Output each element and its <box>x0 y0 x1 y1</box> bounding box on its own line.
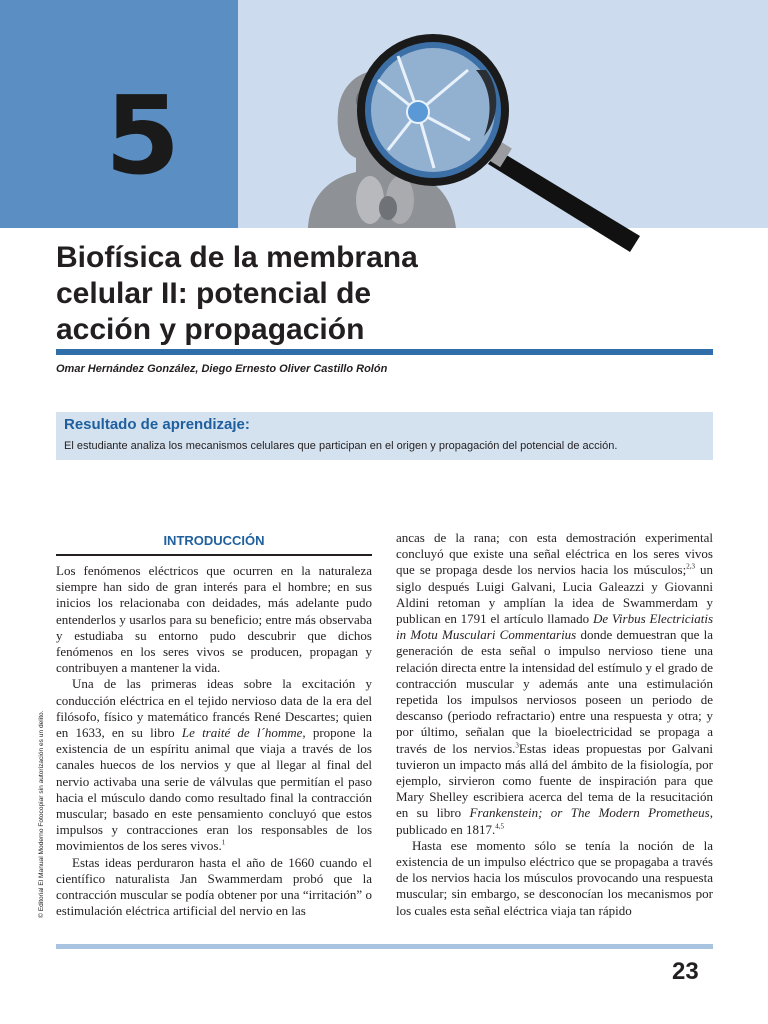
citation: 3 <box>515 741 519 750</box>
book-title: Le traité de l´homme <box>181 725 303 741</box>
paragraph: Hasta ese momento sólo se tenía la noción de la existencia de un impulso eléctrico que se propagaba a través de los nervios hacia los músculos provocando una respuesta muscular; sin embargo, se desconocían los mecanismos por los cuales esta señal eléctrica viaja tan rápido <box>396 837 713 918</box>
learning-outcome-heading: Resultado de aprendizaje: <box>64 416 250 433</box>
text-run: ancas de la rana; con esta demostración experimental concluyó que existe una señal eléctrica en los seres vivos que se propaga desde los nervios hacia los músculos; <box>396 530 713 578</box>
chapter-title <box>56 240 616 348</box>
section-divider <box>56 554 372 556</box>
copyright-note: © Editorial El Manual Moderno Fotocopiar sin autorización es un delito. <box>38 710 45 918</box>
text-run: un siglo después Luigi Galvani, Lucia Galeazzi y Giovanni Aldini retoman y amplían la idea de Swammerdam y publican en 1791 el artículo llamado <box>396 562 713 627</box>
chapter-title-line: Biofísica de la membrana <box>56 241 418 274</box>
citation: 4,5 <box>495 822 505 831</box>
text-run: , publicado en 1817. <box>396 805 713 837</box>
title-divider <box>56 349 713 355</box>
learning-outcome-text: El estudiante analiza los mecanismos celulares que participan en el origen y propagación del potencial de acción. <box>64 440 618 452</box>
chapter-number: 5 <box>105 74 181 199</box>
citation: 1 <box>221 839 226 848</box>
text-run: , propone la existencia de un espíritu animal que viaja a través de los canales huecos de los nervios y que al llegar al final del nervio activaba una serie de válvulas que permitían el paso hacia el músculo dando como resultado final la contracción muscular; basado en este pensamiento concluyó que estos impulsos y contracciones eran los responsables de los movimientos de los seres vivos. <box>56 725 373 854</box>
text-run: Una de las primeras ideas sobre la excitación y conducción eléctrica en el tejido nervioso data de la era del filósofo, físico y matemático francés René Descartes; quien en 1633, en su libro <box>56 676 372 741</box>
text-column-right <box>396 530 713 919</box>
paragraph: Estas ideas perduraron hasta el año de 1660 cuando el científico naturalista Jan Swammerdam probó que la contracción muscular se podía obtener por una “irritación” o estimulación eléctrica artificial del nervio en las <box>56 854 372 919</box>
paragraph: Los fenómenos eléctricos que ocurren en la naturaleza siempre han sido de gran interés para el hombre; en sus inicios los relacionaba con deidades, más adelante pudo entenderlos y usarlos para su beneficio; entre más observaba y estudiaba su entorno pudo descubrir que dichos fenómenos en los seres vivos se producen, propagan y contribuyen a mantener la vida. <box>56 563 372 676</box>
authors: Omar Hernández González, Diego Ernesto Oliver Castillo Rolón <box>56 363 388 375</box>
section-heading: INTRODUCCIÓN <box>163 533 265 548</box>
footer-divider <box>56 944 713 949</box>
chapter-title-line: acción y propagación <box>56 313 365 346</box>
page-number: 23 <box>672 958 699 985</box>
text-column-left <box>56 563 372 919</box>
chapter-title-line: celular II: potencial de <box>56 277 372 310</box>
book-title: Frankenstein; or The Modern Prometheus <box>469 805 710 821</box>
text-run: donde demuestran que la generación de esta señal o impulso nervioso tiene una relación directa entre la intensidad del estímulo y el grado de contracción muscular y además ante una estimulación repetida los impulsos nerviosos poseen un periodo de descanso (periodo refractario) entre una respuesta y otra; y por último, señalan que la bioelectricidad se propaga a través de los nervios. <box>396 627 714 756</box>
paragraph <box>396 530 713 838</box>
magnifier-handle <box>478 135 640 252</box>
text-run: Estas ideas propuestas por Galvani tuvieron un impacto más allá del ámbito de la fisiología, por ejemplo, sirvieron como fuente de inspiración para que Mary Shelley escribiera acerca del tema de la resucitación en su libro <box>396 740 713 821</box>
paragraph <box>56 676 372 854</box>
magnifier-neuron-illustration <box>238 0 768 260</box>
citation: 2,3 <box>686 563 695 572</box>
article-title: De Virbus Electriciatis in Motu Musculari Commentarius <box>396 611 714 643</box>
learning-outcome-box <box>56 412 713 460</box>
